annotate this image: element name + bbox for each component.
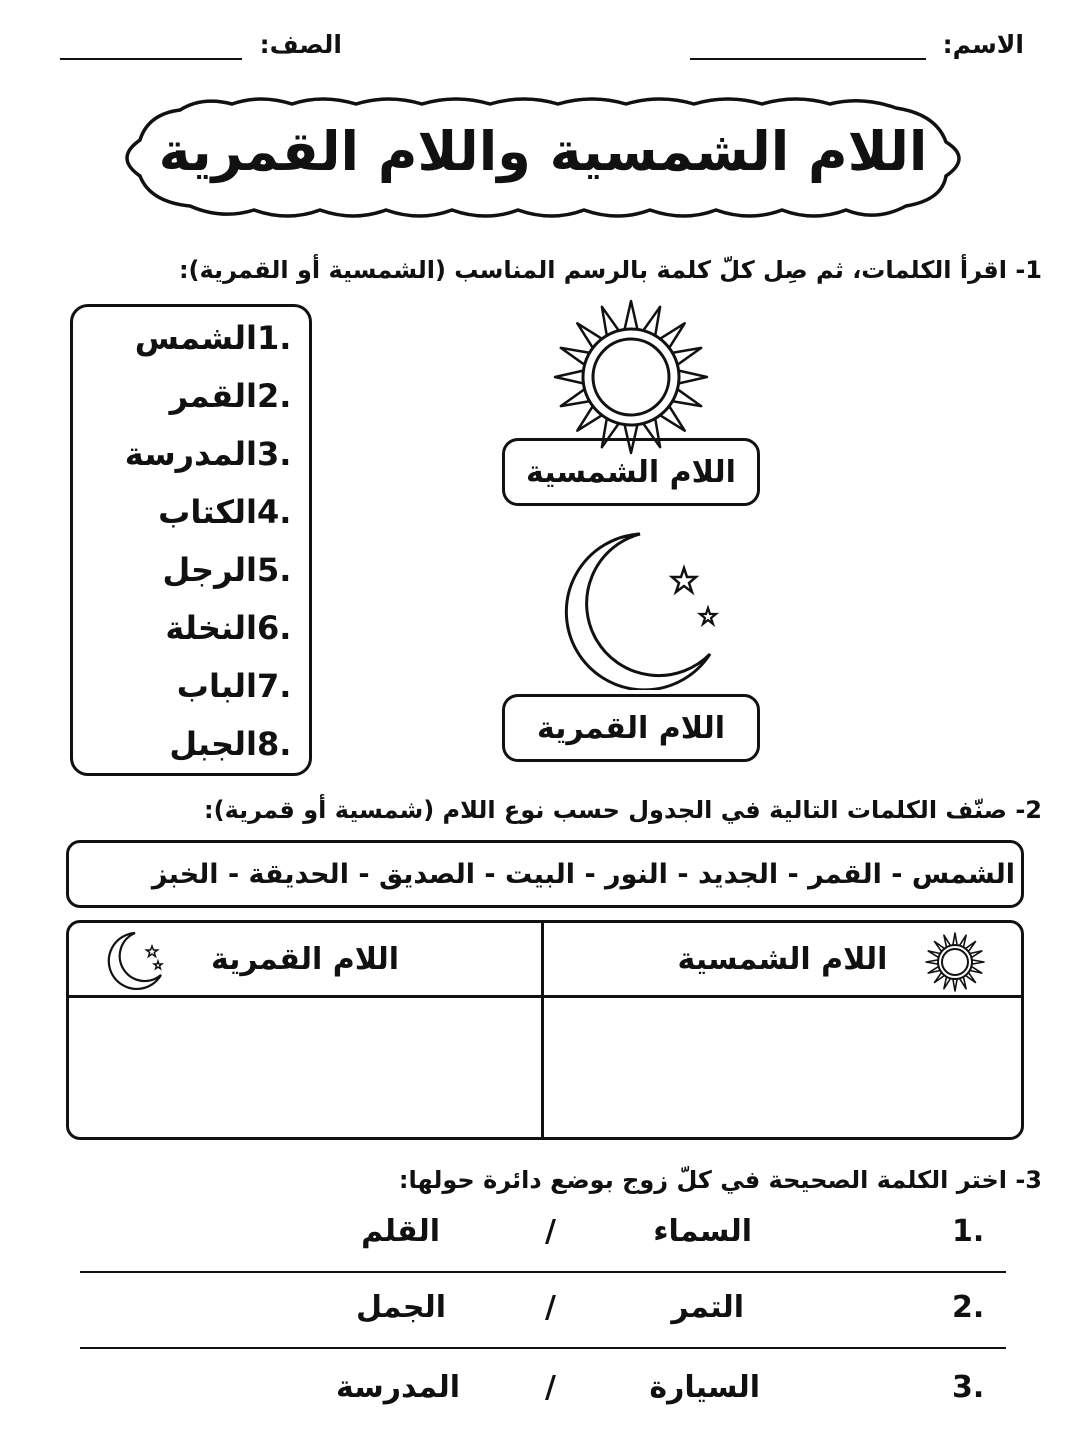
list-item[interactable]: 3. المدرسة bbox=[124, 435, 292, 473]
row-divider bbox=[80, 1271, 1006, 1273]
moon-label: اللام القمرية bbox=[536, 710, 726, 746]
moon-label-box[interactable] bbox=[502, 694, 760, 762]
class-field[interactable] bbox=[60, 58, 242, 60]
class-label: الصف: bbox=[259, 30, 342, 59]
list-item[interactable]: 5. الرجل bbox=[162, 551, 292, 589]
name-field[interactable] bbox=[690, 58, 926, 60]
choice-word[interactable]: المدرسة bbox=[336, 1370, 460, 1405]
crescent-moon-icon bbox=[560, 528, 730, 690]
page-title: اللام الشمسية واللام القمرية bbox=[158, 120, 928, 183]
row-divider bbox=[80, 1347, 1006, 1349]
sun-answer-cell[interactable] bbox=[544, 998, 1021, 1137]
choice-word[interactable]: القلم bbox=[361, 1214, 440, 1249]
section3-instruction: 3- اختر الكلمة الصحيحة في كلّ زوج بوضع دائرة حولها: bbox=[398, 1166, 1042, 1194]
moon-answer-cell[interactable] bbox=[69, 998, 541, 1137]
word-list-box bbox=[70, 304, 312, 776]
sun-icon bbox=[924, 931, 986, 993]
sun-label: اللام الشمسية bbox=[526, 454, 736, 490]
star-icon bbox=[700, 608, 716, 624]
section1-instruction: 1- اقرأ الكلمات، ثم صِل كلّ كلمة بالرسم المناسب (الشمسية أو القمرية): bbox=[178, 256, 1042, 284]
star-icon bbox=[672, 568, 696, 592]
choice-word[interactable]: السماء bbox=[653, 1214, 752, 1249]
choice-word[interactable]: التمر bbox=[671, 1290, 744, 1325]
sun-header-label: اللام الشمسية bbox=[677, 941, 888, 977]
pair-number: 3. bbox=[952, 1370, 985, 1405]
pair-number: 2. bbox=[952, 1290, 985, 1325]
pair-separator: / bbox=[545, 1290, 556, 1325]
classification-table bbox=[66, 920, 1024, 1140]
word-bank: الشمس - القمر - الجديد - النور - البيت - الصديق - الحديقة - الخبز bbox=[151, 858, 1015, 890]
sun-icon bbox=[552, 298, 710, 456]
sun-label-box[interactable] bbox=[502, 438, 760, 506]
choice-word[interactable]: الجمل bbox=[355, 1290, 446, 1325]
list-item[interactable]: 1. الشمس bbox=[134, 319, 292, 357]
pair-number: 1. bbox=[952, 1214, 985, 1249]
section2-instruction: 2- صنّف الكلمات التالية في الجدول حسب نوع اللام (شمسية أو قمرية): bbox=[204, 796, 1042, 824]
list-item[interactable]: 4. الكتاب bbox=[158, 493, 292, 531]
word-bank-box bbox=[66, 840, 1024, 908]
crescent-moon-icon bbox=[105, 929, 171, 991]
pair-separator: / bbox=[545, 1214, 556, 1249]
pair-separator: / bbox=[545, 1370, 556, 1405]
list-item[interactable]: 6. النخلة bbox=[165, 609, 292, 647]
list-item[interactable]: 8. الجبل bbox=[169, 725, 292, 763]
choice-word[interactable]: السيارة bbox=[649, 1370, 760, 1405]
name-label: الاسم: bbox=[942, 30, 1024, 59]
moon-header-label: اللام القمرية bbox=[210, 941, 400, 977]
list-item[interactable]: 7. الباب bbox=[176, 667, 292, 705]
list-item[interactable]: 2. القمر bbox=[169, 377, 292, 415]
